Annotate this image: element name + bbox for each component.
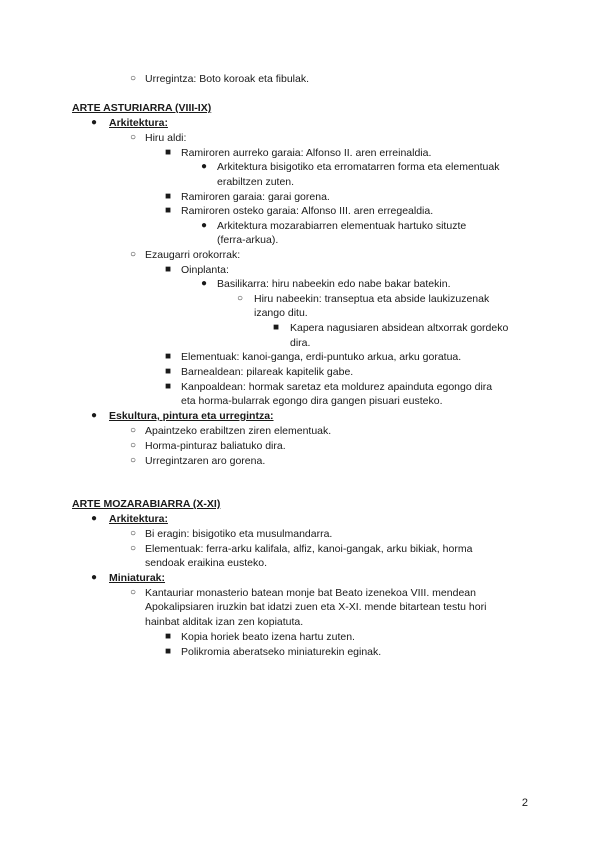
square-bullet-icon: ■ bbox=[165, 205, 172, 216]
list-item: Ramiroren aurreko garaia: Alfonso II. aren erreinaldia. bbox=[181, 147, 432, 159]
square-bullet-icon: ■ bbox=[165, 351, 172, 362]
circle-bullet-icon: ○ bbox=[130, 543, 137, 554]
list-item: Kanpoaldean: hormak saretaz eta moldurez apainduta egongo dira bbox=[181, 381, 493, 393]
list-item: Kapera nagusiaren absidean altxorrak gordeko bbox=[290, 322, 509, 334]
list-item-continuation: eta horma-bularrak egongo dira gangen pisuari eusteko. bbox=[181, 395, 443, 407]
page-number: 2 bbox=[521, 797, 528, 809]
list-item-continuation: dira. bbox=[290, 337, 311, 349]
square-bullet-icon: ■ bbox=[165, 646, 172, 657]
list-item: Barnealdean: pilareak kapitelik gabe. bbox=[181, 366, 354, 378]
section-heading-asturian: ARTE ASTURIARRA (VIII-IX) bbox=[72, 102, 212, 114]
list-item: Hiru aldi: bbox=[145, 132, 187, 144]
list-item: Eskultura, pintura eta urregintza: bbox=[109, 410, 274, 422]
list-item: Miniaturak: bbox=[109, 572, 166, 584]
square-bullet-icon: ■ bbox=[165, 381, 172, 392]
circle-bullet-icon: ○ bbox=[130, 440, 137, 451]
disc-bullet-icon: ● bbox=[201, 220, 208, 231]
disc-bullet-icon: ● bbox=[91, 572, 98, 583]
list-item: Urregintza: Boto koroak eta fibulak. bbox=[145, 73, 310, 85]
section-heading-mozarabic: ARTE MOZARABIARRA (X-XI) bbox=[72, 498, 221, 510]
disc-bullet-icon: ● bbox=[201, 161, 208, 172]
list-item-continuation: sendoak eraikina eusteko. bbox=[145, 557, 267, 569]
list-item: Arkitektura bisigotiko eta erromatarren forma eta elementuak bbox=[217, 161, 500, 173]
circle-bullet-icon: ○ bbox=[130, 425, 137, 436]
list-item: Kopia horiek beato izena hartu zuten. bbox=[181, 631, 355, 643]
circle-bullet-icon: ○ bbox=[130, 73, 137, 84]
list-item-continuation: hainbat alditak izan zen kopiatuta. bbox=[145, 616, 304, 628]
square-bullet-icon: ■ bbox=[165, 191, 172, 202]
list-item: Elementuak: kanoi-ganga, erdi-puntuko arkua, arku goratua. bbox=[181, 351, 462, 363]
list-item-continuation: (ferra-arkua). bbox=[217, 234, 279, 246]
list-item: Oinplanta: bbox=[181, 264, 229, 276]
list-item: Elementuak: ferra-arku kalifala, alfiz, kanoi-gangak, arku bikiak, horma bbox=[145, 543, 473, 555]
list-item: Horma-pinturaz baliatuko dira. bbox=[145, 440, 286, 452]
list-item: Bi eragin: bisigotiko eta musulmandarra. bbox=[145, 528, 333, 540]
list-item: Hiru nabeekin: transeptua eta abside laukizuzenak bbox=[254, 293, 490, 305]
circle-bullet-icon: ○ bbox=[130, 455, 137, 466]
square-bullet-icon: ■ bbox=[165, 147, 172, 158]
list-item: Kantauriar monasterio batean monje bat Beato izenekoa VIII. mendean bbox=[145, 587, 476, 599]
list-item: Polikromia aberatseko miniaturekin eginak. bbox=[181, 646, 382, 658]
list-item: Urregintzaren aro gorena. bbox=[145, 455, 266, 467]
list-item-continuation: Apokalipsiaren iruzkin bat idatzi zuen eta X-XI. mende bitartean testu hori bbox=[145, 601, 487, 613]
list-item-continuation: izango ditu. bbox=[254, 307, 308, 319]
disc-bullet-icon: ● bbox=[201, 278, 208, 289]
list-item: Arkitektura mozarabiarren elementuak hartuko situzte bbox=[217, 220, 467, 232]
list-item: Ezaugarri orokorrak: bbox=[145, 249, 241, 261]
disc-bullet-icon: ● bbox=[91, 117, 98, 128]
circle-bullet-icon: ○ bbox=[130, 528, 137, 539]
square-bullet-icon: ■ bbox=[165, 366, 172, 377]
circle-bullet-icon: ○ bbox=[130, 249, 137, 260]
list-item-continuation: erabiltzen zuten. bbox=[217, 176, 295, 188]
list-item: Ramiroren osteko garaia: Alfonso III. aren erregealdia. bbox=[181, 205, 434, 217]
disc-bullet-icon: ● bbox=[91, 513, 98, 524]
circle-bullet-icon: ○ bbox=[130, 132, 137, 143]
square-bullet-icon: ■ bbox=[165, 264, 172, 275]
list-item: Ramiroren garaia: garai gorena. bbox=[181, 191, 330, 203]
circle-bullet-icon: ○ bbox=[237, 293, 244, 304]
disc-bullet-icon: ● bbox=[91, 410, 98, 421]
list-item: Arkitektura: bbox=[109, 513, 168, 525]
list-item: Basilikarra: hiru nabeekin edo nabe bakar batekin. bbox=[217, 278, 451, 290]
circle-bullet-icon: ○ bbox=[130, 587, 137, 598]
list-item: Arkitektura: bbox=[109, 117, 168, 129]
square-bullet-icon: ■ bbox=[165, 631, 172, 642]
list-item: Apaintzeko erabiltzen ziren elementuak. bbox=[145, 425, 332, 437]
square-bullet-icon: ■ bbox=[273, 322, 280, 333]
